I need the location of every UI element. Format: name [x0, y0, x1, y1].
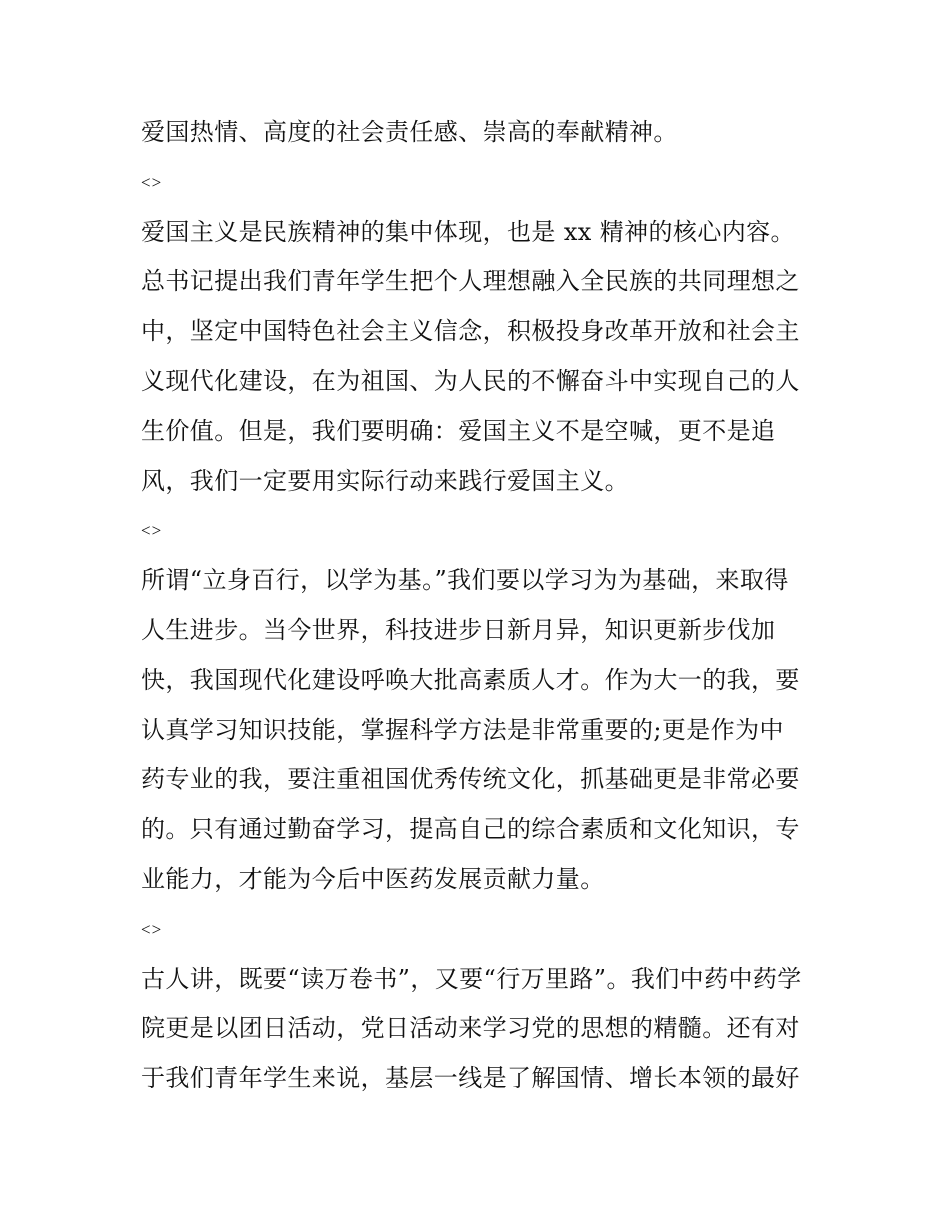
separator-marker: <> [141, 172, 163, 192]
separator-marker: <> [141, 919, 163, 939]
text-line: 古人讲，既要“读万卷书”，又要“行万里路”。我们中药中药学 [141, 964, 802, 993]
text-line: 所谓“立身百行，以学为基。”我们要以学习为为基础，来取得 [141, 566, 789, 595]
text-line: 中，坚定中国特色社会主义信念，积极投身改革开放和社会主 [141, 317, 800, 346]
text-line: 的。只有通过勤奋学习，提高自己的综合素质和文化知识，专 [141, 815, 800, 844]
text-line: 风，我们一定要用实际行动来践行爱国主义。 [141, 466, 629, 495]
text-line: 快，我国现代化建设呼唤大批高素质人才。作为大一的我，要 [141, 665, 800, 694]
text-line: 人生进步。当今世界，科技进步日新月异，知识更新步伐加 [141, 615, 776, 644]
text-line: 药专业的我，要注重祖国优秀传统文化，抓基础更是非常必要 [141, 765, 800, 794]
text-line: 义现代化建设，在为祖国、为人民的不懈奋斗中实现自己的人 [141, 366, 800, 395]
text-line: 总书记提出我们青年学生把个人理想融入全民族的共同理想之 [141, 267, 800, 296]
text-line: 爱国主义是民族精神的集中体现，也是 xx 精神的核心内容。 [141, 217, 795, 246]
text-line: 于我们青年学生来说，基层一线是了解国情、增长本领的最好 [141, 1064, 800, 1093]
text-line: 爱国热情、高度的社会责任感、崇高的奉献精神。 [141, 118, 678, 146]
text-line: 院更是以团日活动，党日活动来学习党的思想的精髓。还有对 [141, 1014, 800, 1043]
document-body [141, 108, 831, 1104]
text-line: 生价值。但是，我们要明确：爱国主义不是空喊，更不是追 [141, 416, 776, 445]
text-line: 认真学习知识技能，掌握科学方法是非常重要的;更是作为中 [141, 715, 784, 744]
text-line: 业能力，才能为今后中医药发展贡献力量。 [141, 864, 605, 893]
separator-marker: <> [141, 521, 163, 541]
